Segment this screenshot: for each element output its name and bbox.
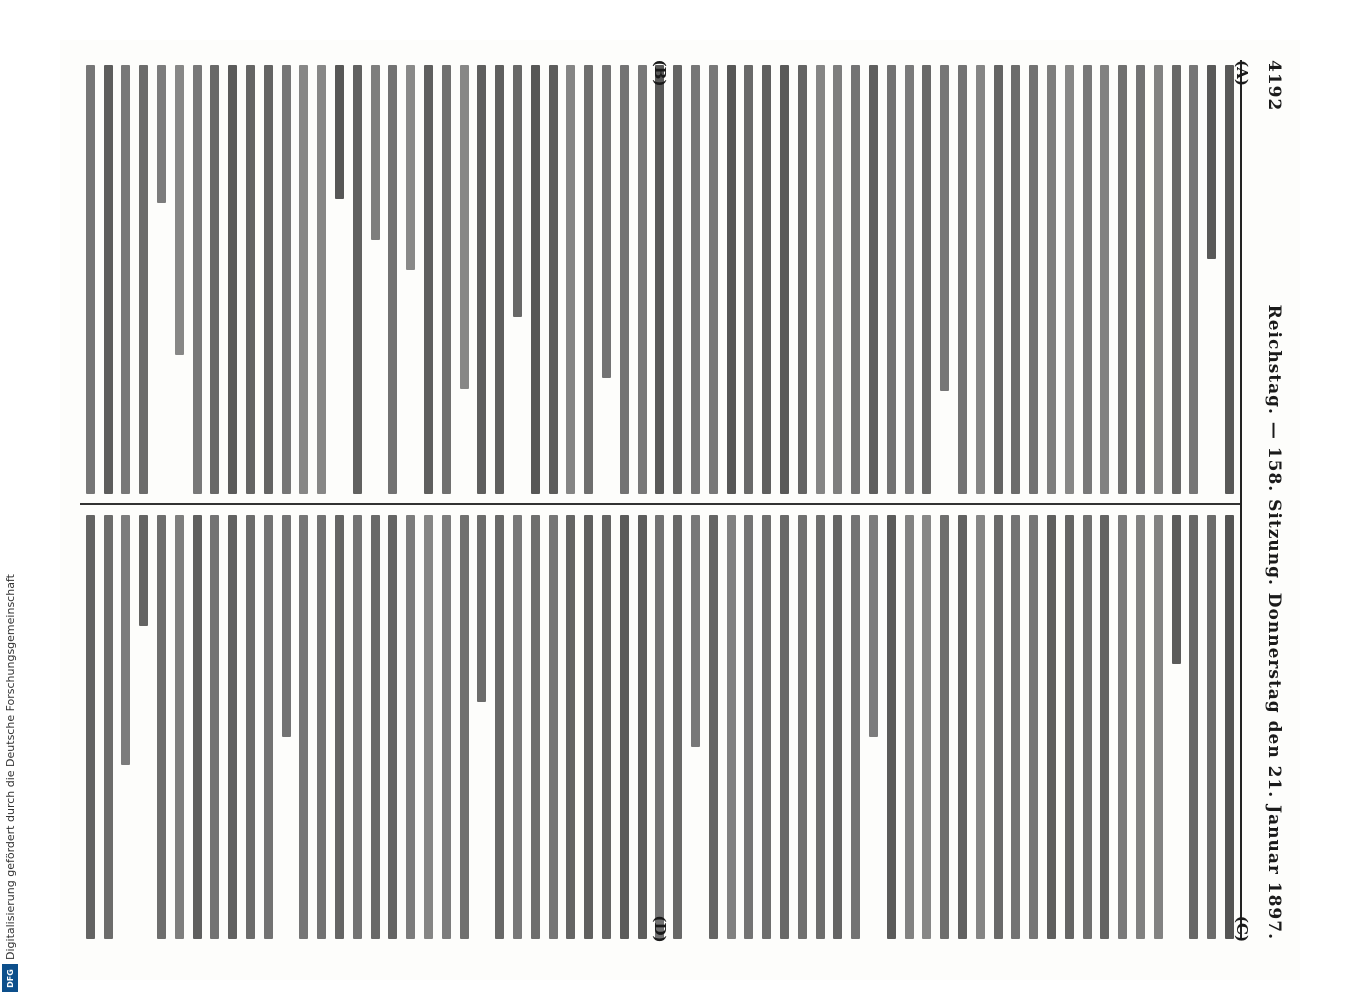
text-line: [584, 515, 593, 939]
text-line: [709, 515, 718, 939]
text-line: [584, 65, 593, 494]
text-line: [922, 515, 931, 939]
text-line: [851, 65, 860, 494]
text-line: [1011, 515, 1020, 939]
text-line: [1047, 65, 1056, 494]
text-line: [513, 515, 522, 939]
text-line: [958, 515, 967, 939]
text-line: [1100, 65, 1109, 494]
text-line: [513, 65, 522, 317]
text-line: [406, 515, 415, 939]
text-line: [157, 65, 166, 203]
text-line: [1225, 65, 1234, 494]
text-line: [549, 65, 558, 494]
text-line: [317, 65, 326, 494]
text-line: [620, 65, 629, 494]
text-line: [673, 515, 682, 939]
text-line: [1083, 515, 1092, 939]
text-line: [727, 515, 736, 939]
text-line: [424, 65, 433, 494]
text-line: [282, 65, 291, 494]
text-line: [442, 65, 451, 494]
text-line: [1207, 65, 1216, 259]
text-line: [264, 515, 273, 939]
text-line: [353, 515, 362, 939]
text-line: [1136, 515, 1145, 939]
text-line: [228, 65, 237, 494]
text-line: [887, 515, 896, 939]
text-line: [193, 65, 202, 494]
text-line: [1029, 65, 1038, 494]
text-line: [193, 515, 202, 939]
text-line: [905, 65, 914, 494]
text-line: [940, 65, 949, 391]
text-line: [709, 65, 718, 494]
text-line: [566, 515, 575, 939]
text-line: [655, 515, 664, 939]
text-line: [1029, 515, 1038, 939]
text-line: [1118, 515, 1127, 939]
text-line: [905, 515, 914, 939]
text-line: [887, 65, 896, 494]
text-line: [460, 515, 469, 939]
text-line: [139, 65, 148, 494]
header-rule: [1240, 60, 1242, 940]
text-column-right: [80, 512, 1235, 942]
margin-letter-a: (A): [1233, 60, 1251, 86]
text-line: [833, 515, 842, 939]
text-line: [922, 65, 931, 494]
text-line: [335, 65, 344, 199]
text-line: [1065, 65, 1074, 494]
text-line: [620, 515, 629, 939]
text-line: [371, 515, 380, 939]
text-line: [673, 65, 682, 494]
text-line: [994, 515, 1003, 939]
text-line: [406, 65, 415, 270]
text-line: [691, 515, 700, 747]
text-line: [246, 65, 255, 494]
text-line: [175, 65, 184, 355]
text-line: [869, 515, 878, 737]
text-line: [744, 515, 753, 939]
text-line: [335, 515, 344, 939]
text-line: [1189, 515, 1198, 939]
text-line: [976, 515, 985, 939]
text-line: [264, 65, 273, 494]
page-title: Reichstag. — 158. Sitzung. Donnerstag den 21. Januar 1897.: [1264, 304, 1284, 940]
text-line: [798, 515, 807, 939]
text-line: [282, 515, 291, 737]
text-line: [976, 65, 985, 494]
text-column-left: [80, 62, 1235, 497]
text-line: [762, 65, 771, 494]
text-line: [121, 515, 130, 765]
text-line: [602, 65, 611, 378]
text-line: [1189, 65, 1198, 494]
text-line: [299, 65, 308, 494]
text-line: [816, 65, 825, 494]
text-line: [104, 65, 113, 494]
text-line: [495, 515, 504, 939]
text-line: [1225, 515, 1234, 939]
text-line: [531, 65, 540, 494]
text-line: [442, 515, 451, 939]
text-line: [495, 65, 504, 494]
text-line: [86, 515, 95, 939]
text-line: [175, 515, 184, 939]
text-line: [780, 65, 789, 494]
text-line: [139, 515, 148, 626]
text-line: [833, 65, 842, 494]
page-header: [1262, 60, 1286, 940]
column-divider: [80, 503, 1240, 505]
dfg-logo: [2, 964, 18, 992]
text-line: [1172, 65, 1181, 494]
text-line: [317, 515, 326, 939]
margin-letter-c: (C): [1233, 915, 1251, 943]
text-line: [851, 515, 860, 939]
margin-letter-d: (D): [651, 915, 669, 943]
text-line: [1100, 515, 1109, 939]
text-line: [958, 65, 967, 494]
text-line: [104, 515, 113, 939]
text-line: [1065, 515, 1074, 939]
text-line: [353, 65, 362, 494]
digitization-note: [2, 40, 20, 960]
text-line: [86, 65, 95, 494]
text-line: [121, 65, 130, 494]
text-line: [549, 515, 558, 939]
text-line: [655, 65, 664, 494]
text-line: [1154, 515, 1163, 939]
text-line: [371, 65, 380, 240]
text-line: [210, 65, 219, 494]
text-line: [1047, 515, 1056, 939]
text-line: [816, 515, 825, 939]
text-line: [638, 65, 647, 494]
page-number: 4192: [1264, 60, 1284, 112]
text-line: [691, 65, 700, 494]
text-line: [210, 515, 219, 939]
text-line: [1083, 65, 1092, 494]
text-line: [762, 515, 771, 939]
text-line: [477, 515, 486, 702]
text-line: [424, 515, 433, 939]
text-line: [1207, 515, 1216, 939]
text-line: [1172, 515, 1181, 664]
text-line: [780, 515, 789, 939]
text-line: [388, 515, 397, 939]
text-line: [1154, 65, 1163, 494]
text-line: [299, 515, 308, 939]
text-line: [798, 65, 807, 494]
text-line: [638, 515, 647, 939]
text-line: [1136, 65, 1145, 494]
dfg-logo-text: DFG: [5, 968, 15, 988]
text-line: [388, 65, 397, 494]
text-line: [460, 65, 469, 389]
text-line: [727, 65, 736, 494]
text-line: [228, 515, 237, 939]
text-line: [1118, 65, 1127, 494]
text-line: [940, 515, 949, 939]
text-line: [246, 515, 255, 939]
digitization-note-text: Digitalisierung gefördert durch die Deutsche Forschungsgemeinschaft: [4, 574, 17, 960]
text-line: [566, 65, 575, 494]
text-line: [157, 515, 166, 939]
text-line: [602, 515, 611, 939]
margin-letter-b: (B): [651, 59, 669, 87]
text-line: [531, 515, 540, 939]
text-line: [994, 65, 1003, 494]
text-line: [869, 65, 878, 494]
text-line: [477, 65, 486, 494]
text-line: [1011, 65, 1020, 494]
text-line: [744, 65, 753, 494]
